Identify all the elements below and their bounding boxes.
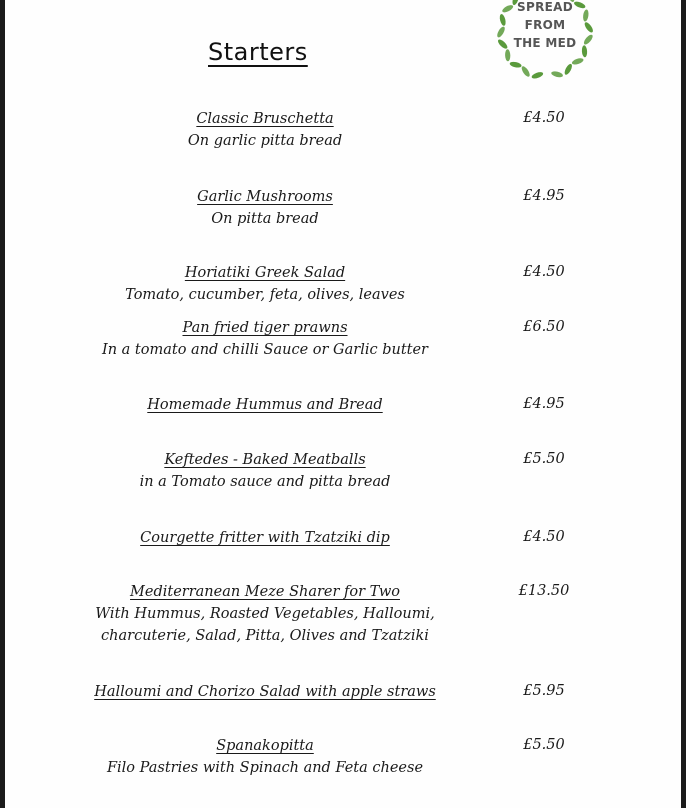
menu-item-name: Halloumi and Chorizo Salad with apple straws	[94, 684, 436, 700]
olive-leaf	[563, 63, 573, 76]
menu-item-price: £4.95	[523, 396, 565, 412]
menu-item-name: Homemade Hummus and Bread	[147, 397, 383, 413]
menu-item-name: Horiatiki Greek Salad	[184, 265, 346, 281]
menu-item-name: Garlic Mushrooms	[197, 189, 333, 205]
menu-item	[5, 581, 525, 647]
menu-item	[5, 317, 525, 361]
menu-item	[5, 186, 525, 230]
menu-item	[5, 735, 525, 779]
menu-page	[5, 0, 681, 808]
logo-line: SPREAD	[517, 0, 573, 14]
menu-item-description: Tomato, cucumber, feta, olives, leaves	[125, 287, 405, 303]
menu-item-description: On garlic pitta bread	[187, 133, 343, 149]
menu-item-price: £5.95	[523, 683, 565, 699]
menu-item	[5, 108, 525, 152]
menu-item	[5, 262, 525, 306]
menu-item-price: £4.50	[523, 264, 565, 280]
logo-text	[486, 0, 604, 52]
menu-item	[5, 449, 525, 493]
olive-leaf	[531, 71, 544, 80]
olive-leaf	[571, 57, 584, 66]
logo-line: FROM	[524, 18, 566, 32]
menu-item-price: £5.50	[523, 737, 565, 753]
menu-item-name: Spanakopitta	[216, 738, 314, 754]
menu-item	[5, 394, 525, 416]
section-title: Starters	[208, 38, 308, 66]
menu-item-description: charcuterie, Salad, Pitta, Olives and Tzatziki	[101, 628, 429, 644]
logo-line: THE MED	[513, 36, 577, 50]
menu-item-price: £4.50	[523, 110, 565, 126]
menu-item-name: Keftedes - Baked Meatballs	[164, 452, 366, 468]
menu-item	[5, 527, 525, 549]
menu-item-description: Filo Pastries with Spinach and Feta cheese	[106, 760, 424, 776]
menu-item-description: On pitta bread	[211, 211, 319, 227]
menu-item-description: In a tomato and chilli Sauce or Garlic butter	[102, 342, 428, 358]
menu-item-price: £4.95	[523, 188, 565, 204]
menu-item	[5, 681, 525, 703]
olive-leaf	[551, 70, 564, 78]
spread-from-the-med-logo	[486, 0, 604, 84]
menu-item-name: Pan fried tiger prawns	[182, 320, 348, 336]
menu-item-name: Classic Bruschetta	[196, 111, 334, 127]
menu-item-price: £4.50	[523, 529, 565, 545]
menu-item-price: £6.50	[523, 319, 565, 335]
menu-item-description: in a Tomato sauce and pitta bread	[139, 474, 391, 490]
menu-item-description: With Hummus, Roasted Vegetables, Halloumi,	[95, 606, 435, 622]
olive-leaf	[509, 61, 522, 69]
menu-item-name: Mediterranean Meze Sharer for Two	[130, 584, 400, 600]
olive-leaf	[520, 65, 531, 78]
menu-item-name: Courgette fritter with Tzatziki dip	[140, 530, 390, 546]
menu-item-price: £5.50	[523, 451, 565, 467]
menu-item-price: £13.50	[518, 583, 570, 599]
